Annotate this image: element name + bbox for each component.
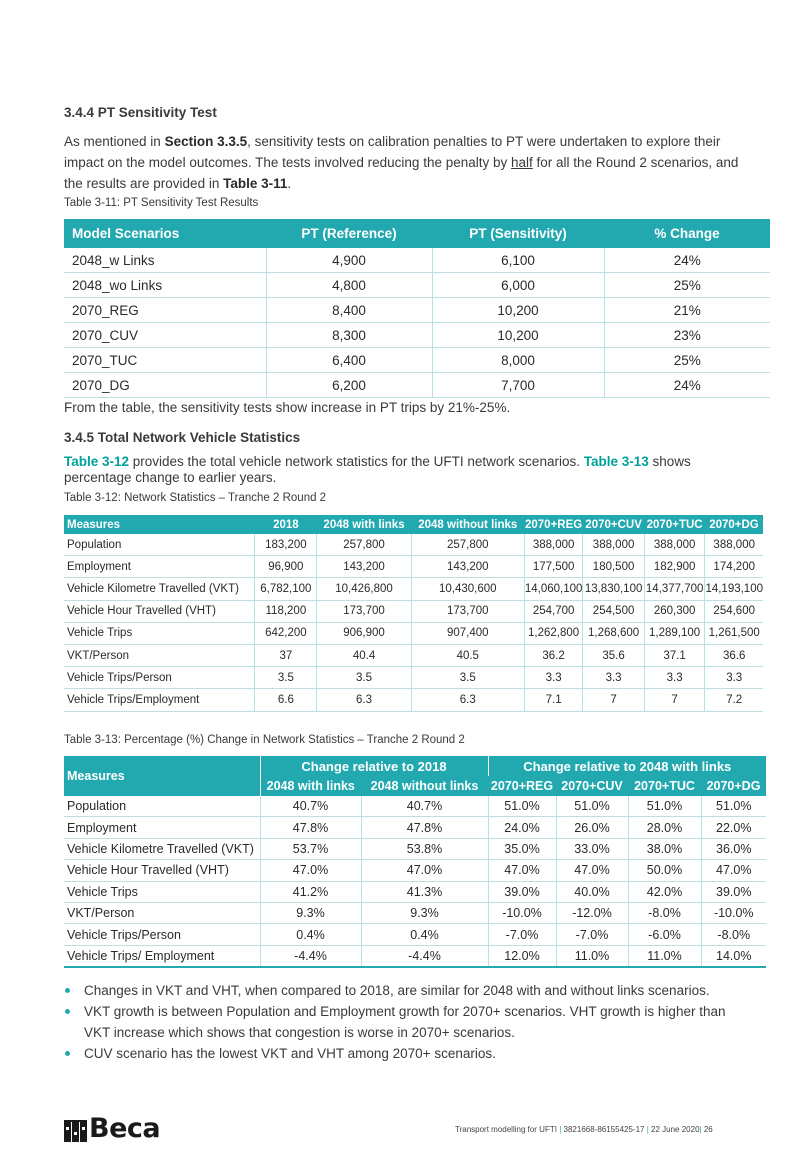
table-cell: 23% — [604, 323, 770, 348]
table-cell: 53.7% — [260, 838, 361, 859]
table-cell: Vehicle Trips — [64, 881, 260, 902]
table-cell: 40.4 — [317, 644, 411, 666]
table-cell: 6,100 — [432, 248, 604, 273]
table-link[interactable]: Table 3-12 — [64, 454, 130, 469]
table-cell: 254,500 — [583, 600, 644, 622]
column-header: 2048 without links — [411, 515, 524, 534]
table-cell: 388,000 — [524, 534, 583, 556]
table-cell: 40.7% — [361, 796, 488, 817]
table-cell: 6,200 — [266, 373, 432, 398]
table-cell: 6,400 — [266, 348, 432, 373]
table-cell: 51.0% — [488, 796, 556, 817]
table-row — [64, 556, 763, 578]
table-cell: 388,000 — [644, 534, 705, 556]
table-cell: 8,000 — [432, 348, 604, 373]
table-cell: 10,200 — [432, 323, 604, 348]
table-cell: 173,700 — [317, 600, 411, 622]
table-cell: -8.0% — [701, 924, 766, 945]
table-cell: -8.0% — [628, 902, 701, 923]
table-cell: 1,261,500 — [705, 622, 763, 644]
table-cell: VKT/Person — [64, 644, 255, 666]
beca-logo-text: Beca — [89, 1113, 161, 1144]
table-cell: -7.0% — [556, 924, 628, 945]
table-cell: 1,268,600 — [583, 622, 644, 644]
table-row — [64, 298, 770, 323]
table-cell: -6.0% — [628, 924, 701, 945]
table-cell: 25% — [604, 273, 770, 298]
table-cell: 2070_CUV — [64, 323, 266, 348]
table-cell: 257,800 — [411, 534, 524, 556]
table-cell: 0.4% — [260, 924, 361, 945]
list-item-text: VKT growth is between Population and Employment growth for 2070+ scenarios. VHT growth is higher than VKT increase which shows that congestion is worse in 2070+ scenarios. — [84, 1004, 726, 1040]
table-cell: 9.3% — [260, 902, 361, 923]
table-row — [64, 860, 766, 881]
table-row — [64, 622, 763, 644]
beca-logo-mark-icon — [64, 1120, 88, 1142]
table-row — [64, 817, 766, 838]
table-cell: 35.0% — [488, 838, 556, 859]
column-header: 2070+TUC — [628, 776, 701, 796]
column-header: 2070+TUC — [644, 515, 705, 534]
table-cell: 2070_REG — [64, 298, 266, 323]
table-cell: 10,200 — [432, 298, 604, 323]
table-cell: -4.4% — [260, 945, 361, 967]
table-cell: 26.0% — [556, 817, 628, 838]
table-row — [64, 273, 770, 298]
table-cell: 47.0% — [361, 860, 488, 881]
table-cell: Vehicle Trips/Person — [64, 924, 260, 945]
table-cell: 3.3 — [583, 667, 644, 689]
table-cell: 4,900 — [266, 248, 432, 273]
table-cell: Vehicle Kilometre Travelled (VKT) — [64, 578, 255, 600]
table-cell: 143,200 — [411, 556, 524, 578]
table-row — [64, 600, 763, 622]
table-cell: 2070_DG — [64, 373, 266, 398]
table-cell: 6,782,100 — [255, 578, 317, 600]
table-cell: 25% — [604, 348, 770, 373]
table-cell: 906,900 — [317, 622, 411, 644]
table-cell: 143,200 — [317, 556, 411, 578]
table-cell: 51.0% — [701, 796, 766, 817]
table-cell: 36.2 — [524, 644, 583, 666]
table-cell: 8,300 — [266, 323, 432, 348]
table-cell: 254,700 — [524, 600, 583, 622]
section-link[interactable]: Section 3.3.5 — [164, 134, 248, 149]
table-cell: 7.2 — [705, 689, 763, 711]
table-cell: 50.0% — [628, 860, 701, 881]
column-header: 2048 with links — [317, 515, 411, 534]
section-heading-3-4-4: 3.4.4 PT Sensitivity Test — [64, 105, 217, 120]
table-cell: 173,700 — [411, 600, 524, 622]
table-cell: 47.0% — [556, 860, 628, 881]
table-row — [64, 924, 766, 945]
table-cell: 3.5 — [255, 667, 317, 689]
table-cell: 642,200 — [255, 622, 317, 644]
section-3-4-5-paragraph: Table 3-12 provides the total vehicle network statistics for the UFTI network scenarios. Table 3-13 shows percentage change to earlier years. — [64, 454, 691, 485]
table-cell: 260,300 — [644, 600, 705, 622]
column-header: 2070+REG — [488, 776, 556, 796]
column-header: Measures — [64, 515, 255, 534]
beca-logo — [64, 1113, 172, 1144]
table-cell: 24% — [604, 373, 770, 398]
measures-header: Measures — [64, 756, 260, 796]
column-header: 2048 with links — [260, 776, 361, 796]
table-cell: 40.7% — [260, 796, 361, 817]
section-3-4-4-paragraph: As mentioned in Section 3.3.5, sensitivity tests on calibration penalties to PT were undertaken to explore their impact on the model outcomes. The tests involved reducing the penalty by half for all the Round 2 scenarios, and the results are provided in Table 3-11. — [64, 134, 739, 191]
column-header: PT (Sensitivity) — [432, 219, 604, 248]
table-cell: 3.5 — [411, 667, 524, 689]
table-cell: 47.8% — [361, 817, 488, 838]
table-3-11 — [64, 219, 770, 398]
table-cell: 21% — [604, 298, 770, 323]
table-row — [64, 796, 766, 817]
list-item — [64, 980, 754, 1001]
table-cell: 14,193,100 — [705, 578, 763, 600]
table-3-13 — [64, 756, 766, 968]
table-cell: 182,900 — [644, 556, 705, 578]
table-cell: 22.0% — [701, 817, 766, 838]
table-cell: VKT/Person — [64, 902, 260, 923]
table-cell: 907,400 — [411, 622, 524, 644]
column-header: 2070+DG — [705, 515, 763, 534]
bullet-icon — [65, 1009, 70, 1014]
table-cell: -4.4% — [361, 945, 488, 967]
table-cell: 36.6 — [705, 644, 763, 666]
table-cell: 0.4% — [361, 924, 488, 945]
table-row — [64, 644, 763, 666]
table-cell: 180,500 — [583, 556, 644, 578]
table-cell: 51.0% — [628, 796, 701, 817]
table-cell: Vehicle Trips/Employment — [64, 689, 255, 711]
table-cell: 6.3 — [411, 689, 524, 711]
column-header: 2070+CUV — [583, 515, 644, 534]
table-row — [64, 323, 770, 348]
table-row — [64, 902, 766, 923]
table-cell: 47.0% — [260, 860, 361, 881]
table-cell: 388,000 — [705, 534, 763, 556]
table-cell: 11.0% — [556, 945, 628, 967]
column-header: 2070+CUV — [556, 776, 628, 796]
table-cell: 6.6 — [255, 689, 317, 711]
table-cell: 51.0% — [556, 796, 628, 817]
table-cell: 10,426,800 — [317, 578, 411, 600]
table-cell: 12.0% — [488, 945, 556, 967]
table-cell: Population — [64, 796, 260, 817]
group-header-2018: Change relative to 2018 — [260, 756, 488, 776]
table-cell: -10.0% — [701, 902, 766, 923]
table-cell: 36.0% — [701, 838, 766, 859]
list-item-text: CUV scenario has the lowest VKT and VHT among 2070+ scenarios. — [84, 1046, 496, 1061]
table-cell: 254,600 — [705, 600, 763, 622]
table-row — [64, 689, 763, 711]
table-cell: Vehicle Trips/Person — [64, 667, 255, 689]
table-cell: Vehicle Trips/ Employment — [64, 945, 260, 967]
table-cell: Vehicle Hour Travelled (VHT) — [64, 860, 260, 881]
table-cell: 2048_wo Links — [64, 273, 266, 298]
table-cell: 9.3% — [361, 902, 488, 923]
table-cell: 2070_TUC — [64, 348, 266, 373]
column-header: Model Scenarios — [64, 219, 266, 248]
table-cell: 39.0% — [701, 881, 766, 902]
table-row — [64, 838, 766, 859]
table-row — [64, 248, 770, 273]
table-cell: 47.0% — [701, 860, 766, 881]
table-cell: Population — [64, 534, 255, 556]
table-cell: 53.8% — [361, 838, 488, 859]
table-cell: 3.3 — [705, 667, 763, 689]
bullet-icon — [65, 1051, 70, 1056]
table-cell: 42.0% — [628, 881, 701, 902]
bullet-icon — [65, 988, 70, 993]
table-row — [64, 667, 763, 689]
list-item-text: Changes in VKT and VHT, when compared to 2018, are similar for 2048 with and without links scenarios. — [84, 983, 710, 998]
table-cell: 40.5 — [411, 644, 524, 666]
group-header-2048: Change relative to 2048 with links — [488, 756, 766, 776]
table-cell: 7.1 — [524, 689, 583, 711]
sensitivity-summary: From the table, the sensitivity tests show increase in PT trips by 21%-25%. — [64, 400, 511, 415]
table-cell: Vehicle Trips — [64, 622, 255, 644]
table-3-12 — [64, 515, 763, 712]
table-link[interactable]: Table 3-11 — [223, 176, 288, 191]
column-header: 2070+DG — [701, 776, 766, 796]
table-cell: 6.3 — [317, 689, 411, 711]
table-row — [64, 534, 763, 556]
findings-list — [64, 980, 754, 1064]
table-cell: 24.0% — [488, 817, 556, 838]
table-cell: 11.0% — [628, 945, 701, 967]
table-cell: 47.8% — [260, 817, 361, 838]
table-cell: 7,700 — [432, 373, 604, 398]
table-cell: 388,000 — [583, 534, 644, 556]
table-cell: 1,262,800 — [524, 622, 583, 644]
table-cell: 4,800 — [266, 273, 432, 298]
table-cell: 37.1 — [644, 644, 705, 666]
table-cell: -7.0% — [488, 924, 556, 945]
table-cell: 10,430,600 — [411, 578, 524, 600]
table-cell: Vehicle Kilometre Travelled (VKT) — [64, 838, 260, 859]
table-cell: 118,200 — [255, 600, 317, 622]
table-row — [64, 578, 763, 600]
table-cell: 2048_w Links — [64, 248, 266, 273]
page-number: 26 — [703, 1125, 713, 1134]
table-cell: Employment — [64, 556, 255, 578]
table-cell: 3.3 — [524, 667, 583, 689]
column-header: 2048 without links — [361, 776, 488, 796]
section-heading-3-4-5: 3.4.5 Total Network Vehicle Statistics — [64, 430, 301, 445]
table-cell: 47.0% — [488, 860, 556, 881]
table-cell: 1,289,100 — [644, 622, 705, 644]
column-header: % Change — [604, 219, 770, 248]
table-cell: -10.0% — [488, 902, 556, 923]
table-3-12-caption: Table 3-12: Network Statistics – Tranche 2 Round 2 — [64, 492, 327, 504]
table-link[interactable]: Table 3-13 — [583, 454, 649, 469]
table-cell: 37 — [255, 644, 317, 666]
table-cell: 177,500 — [524, 556, 583, 578]
table-3-13-caption: Table 3-13: Percentage (%) Change in Network Statistics – Tranche 2 Round 2 — [64, 734, 465, 746]
table-cell: 7 — [644, 689, 705, 711]
column-header: 2018 — [255, 515, 317, 534]
table-cell: Vehicle Hour Travelled (VHT) — [64, 600, 255, 622]
table-cell: 257,800 — [317, 534, 411, 556]
table-cell: 38.0% — [628, 838, 701, 859]
table-cell: 40.0% — [556, 881, 628, 902]
table-cell: 14,377,700 — [644, 578, 705, 600]
table-3-11-caption: Table 3-11: PT Sensitivity Test Results — [64, 197, 259, 209]
table-cell: 41.2% — [260, 881, 361, 902]
table-cell: 33.0% — [556, 838, 628, 859]
page-footer: Transport modelling for UFTI | 3821668-86155425-17 | 22 June 2020| 26 — [455, 1125, 713, 1134]
list-item — [64, 1001, 754, 1043]
table-cell: 183,200 — [255, 534, 317, 556]
table-cell: 8,400 — [266, 298, 432, 323]
table-cell: 14,060,100 — [524, 578, 583, 600]
column-header: 2070+REG — [524, 515, 583, 534]
table-row — [64, 881, 766, 902]
column-header: PT (Reference) — [266, 219, 432, 248]
table-cell: 24% — [604, 248, 770, 273]
table-cell: 3.5 — [317, 667, 411, 689]
table-cell: 39.0% — [488, 881, 556, 902]
table-cell: 41.3% — [361, 881, 488, 902]
table-row — [64, 945, 766, 967]
table-cell: 7 — [583, 689, 644, 711]
table-cell: -12.0% — [556, 902, 628, 923]
table-cell: 35.6 — [583, 644, 644, 666]
table-cell: 28.0% — [628, 817, 701, 838]
table-row — [64, 373, 770, 398]
table-cell: Employment — [64, 817, 260, 838]
table-cell: 96,900 — [255, 556, 317, 578]
table-cell: 174,200 — [705, 556, 763, 578]
table-cell: 14.0% — [701, 945, 766, 967]
table-cell: 6,000 — [432, 273, 604, 298]
table-row — [64, 348, 770, 373]
list-item — [64, 1043, 754, 1064]
table-cell: 13,830,100 — [583, 578, 644, 600]
table-cell: 3.3 — [644, 667, 705, 689]
